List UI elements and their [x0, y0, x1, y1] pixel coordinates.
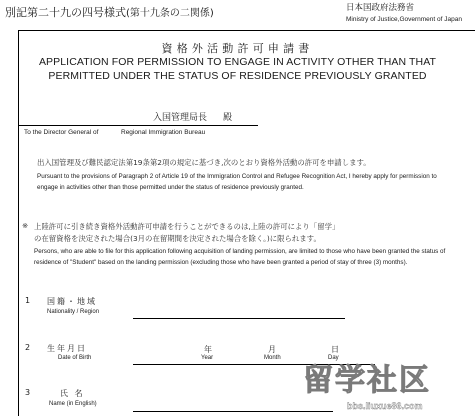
form-title-ja: 資格外活動許可申請書 [161, 42, 314, 55]
recipient-underline [18, 125, 258, 126]
form-title-en-line1: APPLICATION FOR PERMISSION TO ENGAGE IN ACTIVITY OTHER THAN THAT [38, 56, 437, 68]
form-number-note: (第十九条の二関係) [126, 8, 214, 19]
form-number-label: 別記第二十九の四号様式 [5, 6, 126, 19]
nationality-input-line[interactable] [133, 318, 345, 319]
note-ja-line2: の在留資格を決定された場合(3月の在留期間を決定された場合を除く。)に限られます。 [34, 234, 321, 243]
intro-en: Pursuant to the provisions of Paragraph 2 of Article 19 of the Immigration Control and Refugee Recognition Act, I hereby apply for permission to engage in activities other than those permitted under the status of residence previously granted. [37, 173, 437, 191]
field-1-label-en: Nationality / Region [47, 309, 100, 315]
field-3-number: 3 [25, 388, 31, 397]
field-1-number: 1 [25, 296, 31, 305]
regional-bureau-label: Regional Immigration Bureau [121, 129, 206, 136]
form-number [5, 4, 214, 20]
month-ja: 月 [268, 345, 278, 354]
recipient-honorific: 殿 [223, 113, 233, 123]
field-2-number: 2 [25, 343, 31, 352]
recipient-ja: 入国管理局長 [153, 113, 208, 123]
day-label: Day [328, 355, 339, 361]
watermark-text: 留学社区 [303, 363, 431, 398]
intro-ja: 出入国管理及び難民認定法第19条第2項の規定に基づき,次のとおり資格外活動の許可を申請します。 [37, 158, 371, 167]
day-ja: 日 [331, 345, 341, 354]
watermark [303, 349, 475, 405]
ministry-ja: 日本国政府法務省 [346, 3, 415, 13]
field-3-label-ja: 氏 名 [60, 389, 85, 398]
month-label: Month [264, 355, 281, 361]
field-2-label-en: Date of Birth [58, 355, 92, 361]
field-2-label-ja: 生年月日 [47, 344, 87, 353]
to-director-label: To the Director General of [24, 129, 99, 136]
watermark-url: bbs.liuxue86.com [347, 401, 423, 411]
note-mark: ※ [22, 221, 29, 230]
year-label: Year [201, 355, 214, 361]
ministry-en: Ministry of Justice,Government of Japan [346, 16, 462, 23]
name-input-line[interactable] [133, 411, 333, 412]
note-en: Persons, who are able to file for this application following acquisition of landing permission, are limited to those who have been granted the status of residence of "Student" based on the landing permission (excluding those who have been granted a period of stay of three (3) months). [34, 248, 446, 266]
field-3-label-en: Name (in English) [49, 401, 97, 407]
form-title-en-line2: PERMITTED UNDER THE STATUS OF RESIDENCE PREVIOUSLY GRANTED [48, 70, 427, 82]
ministry-block [346, 3, 462, 25]
note-ja-line1: 上陸許可に引き続き資格外活動許可申請を行うことができるのは,上陸の許可により「留学」 [34, 222, 340, 231]
year-ja: 年 [204, 345, 214, 354]
field-1-label-ja: 国籍・地域 [47, 297, 97, 306]
form-frame-left [18, 30, 19, 416]
form-frame-top [18, 30, 475, 31]
